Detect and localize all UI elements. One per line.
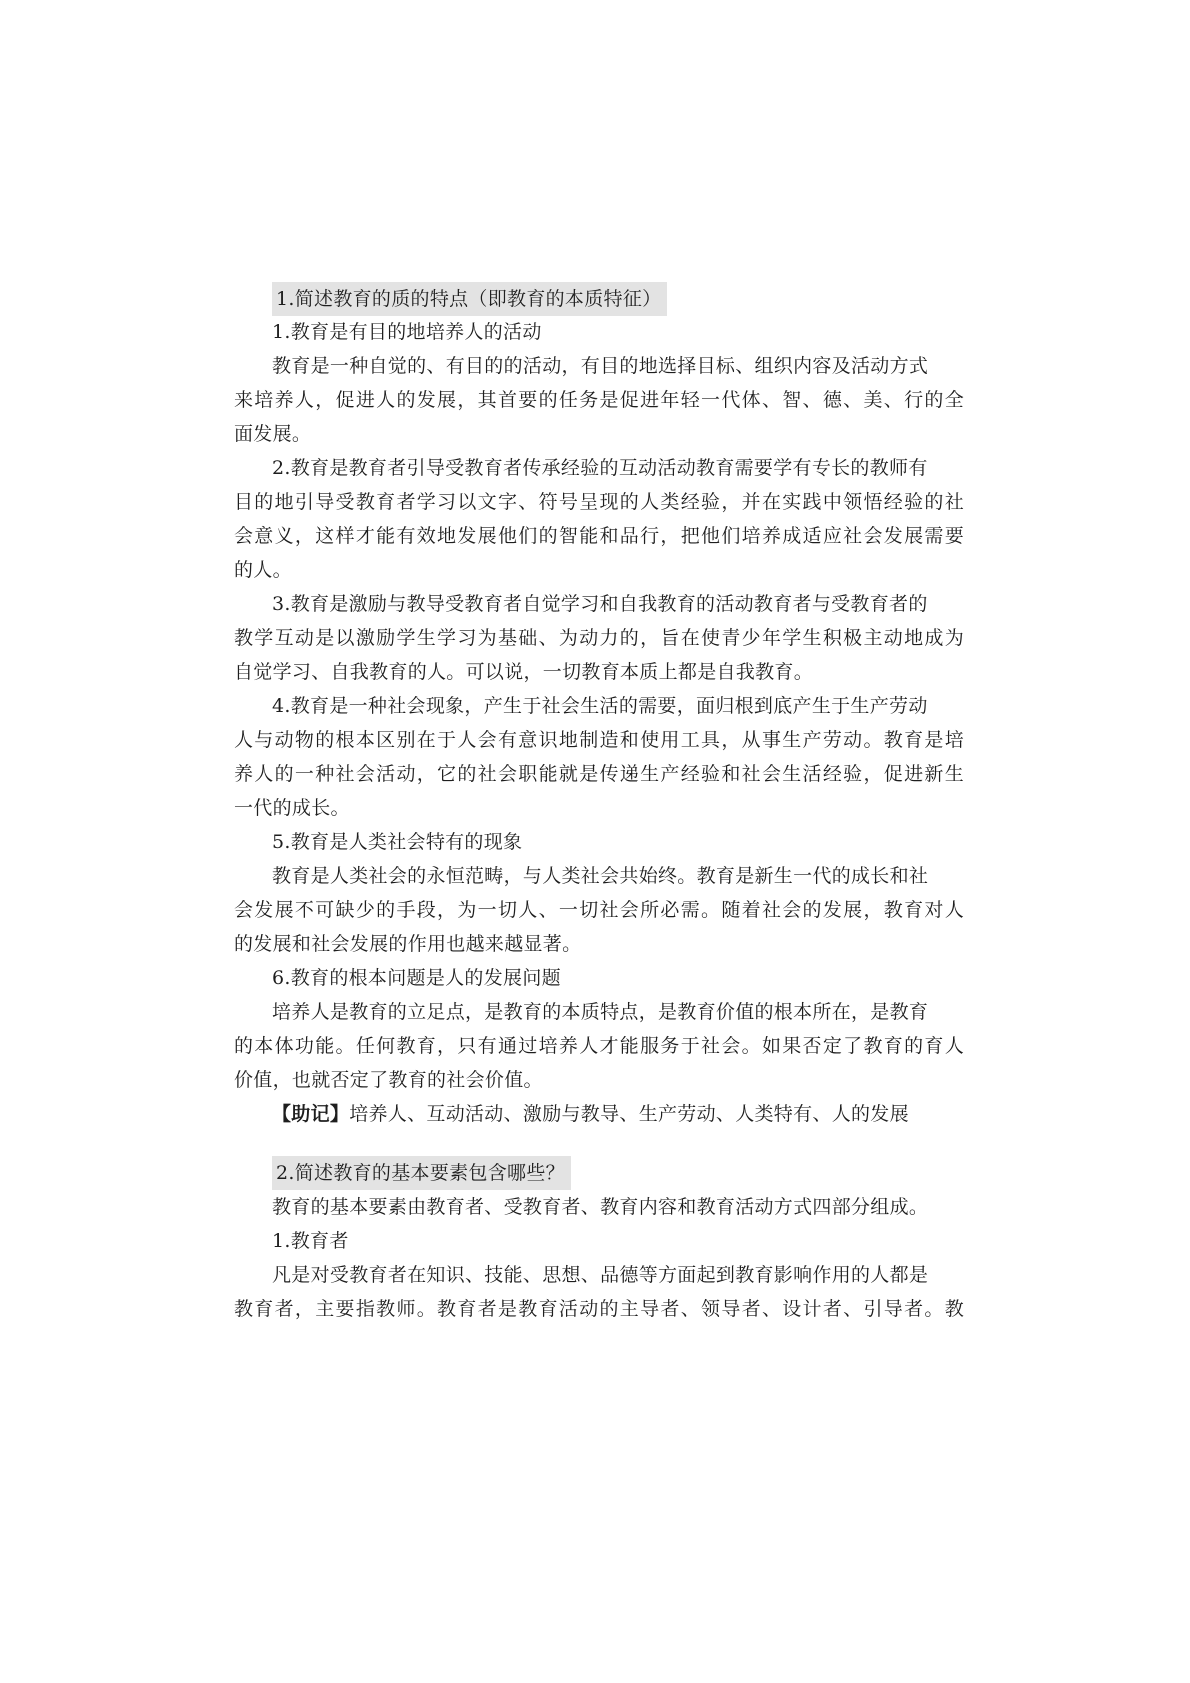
paragraph-line: 价值，也就否定了教育的社会价值。 [234,1069,543,1091]
paragraph-line: 凡是对受教育者在知识、技能、思想、品德等方面起到教育影响作用的人都是 [272,1264,929,1286]
paragraph-line: 面发展。 [234,423,312,445]
section-1-point-4-line: 4.教育是一种社会现象，产生于社会生活的需要，面归根到底产生于生产劳动 [272,695,928,717]
paragraph-line: 一代的成长。 [234,797,350,819]
paragraph-line: 目的地引导受教育者学习以文字、符号呈现的人类经验，并在实践中领悟经验的社 [234,491,964,513]
section-2-title: 2.简述教育的基本要素包含哪些？ [272,1156,571,1190]
paragraph-line: 的发展和社会发展的作用也越来越显著。 [234,933,582,955]
section-1-point-2-line: 2.教育是教育者引导受教育者传承经验的互动活动教育需要学有专长的教师有 [272,457,928,479]
paragraph-line: 会发展不可缺少的手段，为一切人、一切社会所必需。随着社会的发展，教育对人 [234,899,964,921]
paragraph-line: 培养人是教育的立足点，是教育的本质特点，是教育价值的根本所在，是教育 [272,1001,929,1023]
paragraph-line: 教育是一种自觉的、有目的的活动，有目的地选择目标、组织内容及活动方式 [272,355,929,377]
paragraph-line: 会意义，这样才能有效地发展他们的智能和品行，把他们培养成适应社会发展需要 [234,525,964,547]
section-1-point-5-heading: 5.教育是人类社会特有的现象 [272,831,523,853]
paragraph-line: 教育是人类社会的永恒范畴，与人类社会共始终。教育是新生一代的成长和社 [272,865,929,887]
section-1-point-6-heading: 6.教育的根本问题是人的发展问题 [272,967,561,989]
memo-text: 培养人、互动活动、激励与教导、生产劳动、人类特有、人的发展 [349,1103,909,1125]
paragraph-line: 来培养人，促进人的发展，其首要的任务是促进年轻一代体、智、德、美、行的全 [234,389,964,411]
paragraph-line: 人与动物的根本区别在于人会有意识地制造和使用工具，从事生产劳动。教育是培 [234,729,964,751]
section-1-point-1-heading: 1.教育是有目的地培养人的活动 [272,321,542,343]
section-2-point-1-heading: 1.教育者 [272,1230,349,1252]
paragraph-line: 教学互动是以激励学生学习为基础、为动力的，旨在使青少年学生积极主动地成为 [234,627,964,649]
section-1-title: 1.简述教育的质的特点（即教育的本质特征） [272,282,667,316]
paragraph-line: 自觉学习、自我教育的人。可以说，一切教育本质上都是自我教育。 [234,661,814,683]
section-2-intro: 教育的基本要素由教育者、受教育者、教育内容和教育活动方式四部分组成。 [272,1196,929,1218]
paragraph-line: 的人。 [234,559,292,581]
memo-line [272,1097,909,1131]
paragraph-line: 教育者，主要指教师。教育者是教育活动的主导者、领导者、设计者、引导者。教 [234,1298,964,1320]
memo-label: 【助记】 [272,1103,350,1125]
paragraph-line: 养人的一种社会活动，它的社会职能就是传递生产经验和社会生活经验，促进新生 [234,763,964,785]
paragraph-line: 的本体功能。任何教育，只有通过培养人才能服务于社会。如果否定了教育的育人 [234,1035,964,1057]
section-1-point-3-line: 3.教育是激励与教导受教育者自觉学习和自我教育的活动教育者与受教育者的 [272,593,928,615]
